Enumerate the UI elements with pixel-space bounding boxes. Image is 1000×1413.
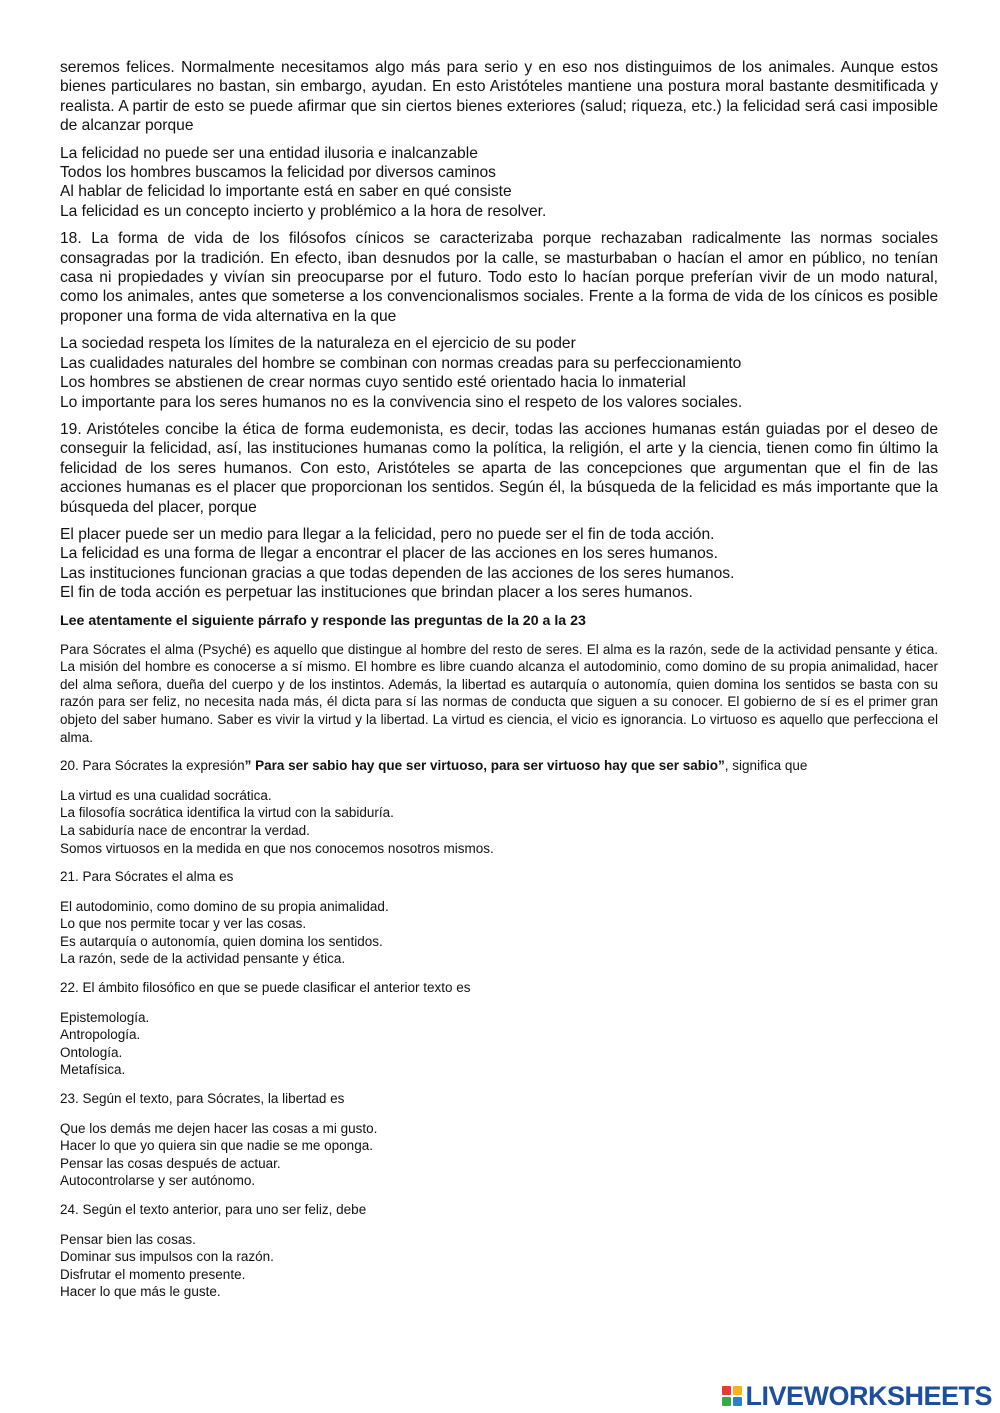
- option-23-b[interactable]: Hacer lo que yo quiera sin que nadie se me oponga.: [60, 1138, 373, 1154]
- option-18-b[interactable]: Las cualidades naturales del hombre se combinan con normas creadas para su perfeccionamiento: [60, 354, 742, 372]
- logo-square-3: [722, 1397, 731, 1406]
- option-19-d[interactable]: El fin de toda acción es perpetuar las instituciones que brindan placer a los seres humanos.: [60, 584, 693, 602]
- option-17-a[interactable]: La felicidad no puede ser una entidad ilusoria e inalcanzable: [60, 144, 478, 162]
- option-22-a[interactable]: Epistemología.: [60, 1009, 150, 1025]
- option-22-b[interactable]: Antropología.: [60, 1027, 141, 1043]
- option-24-d[interactable]: Hacer lo que más le guste.: [60, 1284, 221, 1300]
- option-20-b[interactable]: La filosofía socrática identifica la virtud con la sabiduría.: [60, 805, 394, 821]
- option-24-b[interactable]: Dominar sus impulsos con la razón.: [60, 1249, 274, 1265]
- worksheet-page: [60, 58, 938, 1301]
- question-24-title: 24. Según el texto anterior, para uno ser feliz, debe: [60, 1202, 367, 1217]
- question-24-options: [60, 1231, 938, 1301]
- section-heading: Lee atentamente el siguiente párrafo y responde las preguntas de la 20 a la 23: [60, 612, 586, 629]
- question-21-options: [60, 898, 938, 968]
- option-20-d[interactable]: Somos virtuosos en la medida en que nos conocemos nosotros mismos.: [60, 840, 494, 856]
- socrates-passage: Para Sócrates el alma (Psyché) es aquello que distingue al hombre del resto de seres. El alma es la razón, sede de la actividad pensante y ética. La misión del hombre es conocerse a sí mismo. El hombre es libre cuando alcanza el autodominio, como domino de su propia animalidad, hacer del alma señora, dueña del cuerpo y de los instintos. Además, la libertad es autarquía o autonomía, quien domina los sentidos se basta con su razón para ser feliz, no necesita nada más, él dicta para sí las normas de conducta que siguen a su conocer. El gobierno de sí es el primer gran objeto del saber humano. Saber es vivir la virtud y la libertad. La virtud es ciencia, el vicio es ignorancia. Lo virtuoso es aquello que perfecciona el alma.: [60, 641, 938, 745]
- question-20-prefix: 20. Para Sócrates la expresión: [60, 758, 245, 774]
- liveworksheets-logo-icon: [722, 1386, 742, 1406]
- option-23-c[interactable]: Pensar las cosas después de actuar.: [60, 1155, 281, 1171]
- logo-square-1: [722, 1386, 731, 1395]
- option-20-a[interactable]: La virtud es una cualidad socrática.: [60, 787, 272, 803]
- question-20-options: [60, 787, 938, 857]
- question-22-options: [60, 1009, 938, 1079]
- option-18-d[interactable]: Lo importante para los seres humanos no es la convivencia sino el respeto de los valores sociales.: [60, 393, 743, 411]
- option-20-c[interactable]: La sabiduría nace de encontrar la verdad.: [60, 822, 310, 838]
- option-18-a[interactable]: La sociedad respeta los límites de la naturaleza en el ejercicio de su poder: [60, 335, 576, 353]
- option-23-a[interactable]: Que los demás me dejen hacer las cosas a mi gusto.: [60, 1120, 378, 1136]
- option-18-c[interactable]: Los hombres se abstienen de crear normas cuyo sentido esté orientado hacia lo inmaterial: [60, 374, 686, 392]
- option-21-b[interactable]: Lo que nos permite tocar y ver las cosas.: [60, 916, 307, 932]
- question-19-text: 19. Aristóteles concibe la ética de forma eudemonista, es decir, todas las acciones humanas están guiadas por el deseo de conseguir la felicidad, así, las instituciones humanas como la política, la religión, el arte y la ciencia, tienen como fin último la felicidad de los seres humanos. Con esto, Aristóteles se aparta de las concepciones que argumentan que el fin de las acciones humanas es el placer que proporcionan los sentidos. Según él, la búsqueda de la felicidad es más importante que la búsqueda del placer, porque: [60, 420, 938, 516]
- question-20-title: [60, 757, 938, 775]
- option-22-c[interactable]: Ontología.: [60, 1044, 123, 1060]
- logo-square-2: [733, 1386, 742, 1395]
- question-23-options: [60, 1120, 938, 1190]
- question-23-title: 23. Según el texto, para Sócrates, la libertad es: [60, 1091, 345, 1107]
- question-20-suffix: , significa que: [724, 758, 808, 774]
- option-17-d[interactable]: La felicidad es un concepto incierto y problémico a la hora de resolver.: [60, 202, 547, 220]
- logo-square-4: [733, 1397, 742, 1406]
- question-19-options: [60, 525, 938, 603]
- option-21-d[interactable]: La razón, sede de la actividad pensante y ética.: [60, 951, 346, 967]
- option-22-d[interactable]: Metafísica.: [60, 1062, 126, 1078]
- option-19-a[interactable]: El placer puede ser un medio para llegar a la felicidad, pero no puede ser el fin de toda acción.: [60, 525, 715, 543]
- option-17-c[interactable]: Al hablar de felicidad lo importante está en saber en qué consiste: [60, 183, 512, 201]
- brand-name: LIVEWORKSHEETS: [745, 1380, 992, 1411]
- option-24-c[interactable]: Disfrutar el momento presente.: [60, 1266, 246, 1282]
- option-17-b[interactable]: Todos los hombres buscamos la felicidad por diversos caminos: [60, 164, 496, 182]
- option-19-b[interactable]: La felicidad es una forma de llegar a encontrar el placer de las acciones en los seres humanos.: [60, 545, 718, 563]
- question-17-passage-tail: seremos felices. Normalmente necesitamos algo más para serio y en eso nos distinguimos de los animales. Aunque estos bienes particulares no bastan, sin embargo, ayudan. En esto Aristóteles mantiene una postura moral bastante desmitificada y realista. A partir de esto se puede afirmar que sin ciertos bienes exteriores (salud; riqueza, etc.) la felicidad será casi imposible de alcanzar porque: [60, 59, 938, 135]
- question-17-options: [60, 144, 938, 222]
- question-21-title: 21. Para Sócrates el alma es: [60, 869, 234, 885]
- question-18-text: 18. La forma de vida de los filósofos cínicos se caracterizaba porque rechazaban radicalmente las normas sociales consagradas por la tradición. En efecto, iban desnudos por la calle, se masturbaban o hacían el amor en público, no tenían casa ni propiedades y vivían sin preocuparse por el futuro. Todo esto lo hacían porque preferían vivir de un modo natural, como los animales, antes que someterse a los convencionalismos sociales. Frente a la forma de vida de los cínicos es posible proponer una forma de vida alternativa en la que: [60, 230, 938, 325]
- option-23-d[interactable]: Autocontrolarse y ser autónomo.: [60, 1173, 256, 1189]
- option-19-c[interactable]: Las instituciones funcionan gracias a que todas dependen de las acciones de los seres humanos.: [60, 564, 735, 582]
- question-18-options: [60, 334, 938, 412]
- option-21-c[interactable]: Es autarquía o autonomía, quien domina los sentidos.: [60, 933, 383, 949]
- liveworksheets-footer: [722, 1380, 992, 1411]
- question-20-quote: ” Para ser sabio hay que ser virtuoso, para ser virtuoso hay que ser sabio”: [244, 758, 725, 774]
- question-22-title: 22. El ámbito filosófico en que se puede clasificar el anterior texto es: [60, 980, 471, 996]
- option-24-a[interactable]: Pensar bien las cosas.: [60, 1231, 196, 1247]
- option-21-a[interactable]: El autodominio, como domino de su propia animalidad.: [60, 898, 389, 914]
